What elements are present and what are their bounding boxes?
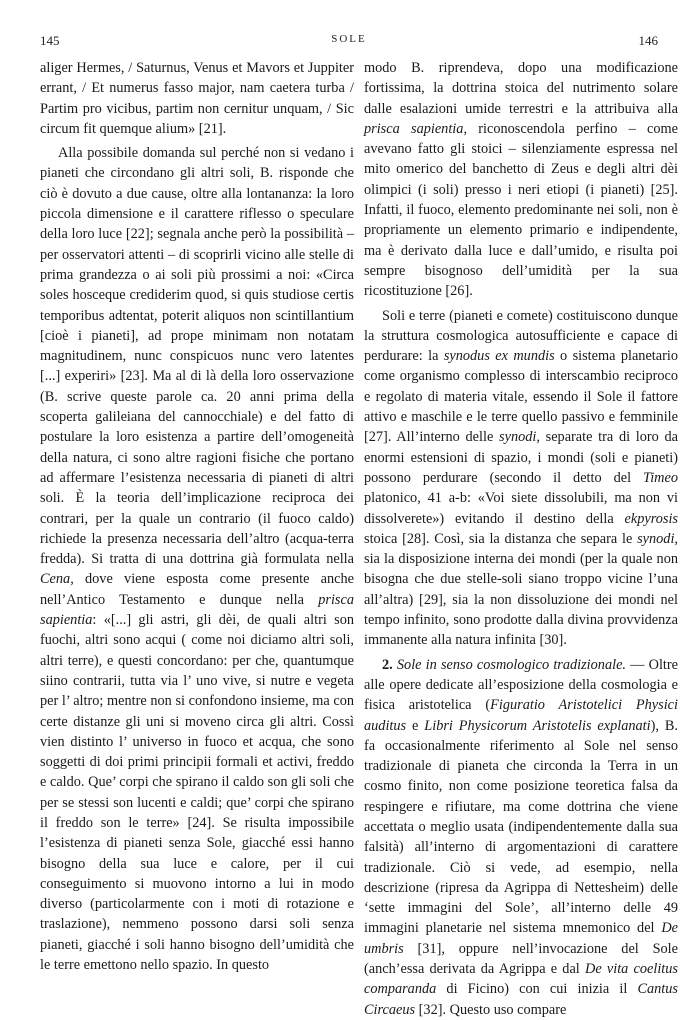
italic-text: De umbris	[364, 920, 678, 957]
italic-text: Sole in senso cosmologico tradizionale.	[396, 656, 626, 673]
page-number-right: 146	[638, 33, 658, 48]
text-run: platonico, 41 a-b: «Voi siete dissolubili, ma non vi dissolverete») evitando il destino della	[364, 490, 678, 527]
italic-text: Cena	[40, 571, 71, 588]
text-run: [31], oppure nell’invocazione del Sole (anch’essa derivata da Agrippa e dal	[364, 940, 678, 978]
page-number-left: 145	[40, 33, 60, 48]
text-run: stoica [28]. Così, sia la distanza che separa le	[364, 530, 638, 547]
text-run: , separate tra di loro da enormi estensioni di spazio, i mondi (soli e pianeti) possono perdurare (secondo il detto del	[364, 429, 679, 486]
text-run: di Ficino) con cui inizia il	[436, 981, 638, 998]
italic-text: synodi	[637, 530, 675, 547]
text-run: [32]. Questo uso compare	[415, 1001, 567, 1018]
italic-text: synodi	[499, 429, 537, 446]
text-run: — Oltre alle opere dedicate all’esposizione della cosmologia e fisica aristotelica (	[364, 656, 678, 714]
italic-text: Figuratio Aristotelici Physici auditus	[364, 697, 678, 734]
paragraph	[40, 58, 354, 139]
text-run: , sia la disposizione interna dei mondi (per la quale non bisogna che due stelle-soli siano troppo vicine l’una all’altra) [29], sia la non dissoluzione dei mondi nel tempo infinito, sono prodotte dalla divina provvidenza immanente alla natura infinita [30].	[364, 530, 678, 649]
section-paragraph	[364, 655, 678, 1020]
text-run: Soli e terre (pianeti e comete) costituiscono dunque la struttura cosmologica autosufficiente e capace di perdurare: la	[364, 307, 678, 365]
text-run: , riconoscendola perfino – come avevano fatto gli stoici – silenziamente espressa nel mito omerico del banchetto di Zeus e degli altri dèi olimpici (i soli) presso i neri etiopi (i pianeti) [25]. Infatti, il fuoco, elemento predominante nei soli, non è propriamente un elemento primario e indipendente, ma è derivato dalla luce e dall’umido, e risulta poi sempre bisognoso dell’umidità per la sua ricostituzione [26].	[364, 120, 678, 300]
paragraph	[40, 143, 354, 975]
text-run: o sistema planetario come organismo complesso di interscambio reciproco e regolato di materia vitale, essendo il Sole il fattore attivo e maschile e le terre quello passivo e femminile [27]. All’interno delle	[364, 348, 678, 446]
text-run: ), B. fa occasionalmente riferimento al Sole nel senso tradizionale di pianeta che circonda la Terra in un cosmo finito, non come posizione teoretica falsa da respingere e rifiutare, ma come dottrina che viene accettata o meglio usata (indipendentemente dalla sua falsità) all’interno di argomentazioni di carattere tradizionale. Ciò si vede, ad esempio, nella descrizione (ripresa da Agrippa di Nettesheim) delle ‘sette immagini del Sole’, all’interno delle 49 immagini planetarie nel sistema mnemonico del	[364, 717, 678, 937]
bold-text: 2.	[382, 656, 397, 673]
running-title: SOLE	[331, 33, 367, 45]
italic-text: Libri Physicorum Aristotelis explanati	[424, 717, 651, 734]
italic-text: synodus ex mundis	[443, 348, 555, 365]
text-run: modo B. riprendeva, dopo una modificazione fortissima, la dottrina stoica del nutrimento solare dalle esalazioni umide terrestri e la attribuiva alla	[364, 60, 678, 117]
running-head	[40, 33, 658, 49]
italic-text: Timeo	[643, 469, 678, 486]
text-run: aliger Hermes, / Saturnus, Venus et Mavors et Juppiter errant, / Et numerus fasso major, nam caetera turba / Partim pro vicibus, partim non cernitur unquam, / Sic circum fit quemque alium» [21].	[40, 60, 354, 137]
text-run: e	[406, 717, 425, 734]
paragraph	[364, 58, 678, 302]
italic-text: prisca sapientia	[40, 591, 354, 629]
paragraph	[364, 306, 678, 651]
italic-text: De vita coelitus comparanda	[364, 961, 678, 998]
italic-text: ekpyrosis	[624, 510, 678, 527]
text-run: : «[...] gli astri, gli dèi, de quali altri son fuochi, altri sono acqui ( come noi diciamo altri soli, altri terre), e questi concordano: per che, quantumque siino contrarii, tutta via l’ uno vive, si nutre e vegeta per l’ altro; mentre non si confondono insieme, ma con certe distanze gli uni si moveno circa gli altri. Cossì vien distinto l’ universo in fuoco et acqua, che sono soggetti di doi primi principii formali et activi, freddo e caldo. Que’ corpi che spirano il caldo son gli soli che per se stessi son lucenti e caldi; que’ corpi che spirano il freddo son le terre» [24]. Se risulta impossibile l’esistenza di pianeti senza Sole, giacché essi hanno bisogno della sua luce e calore, per il cui conseguimento si muovono intorno a lui in modo diverso (particolarmente con i moti di rotazione e traslazione), nemmeno possono darsi soli senza pianeti, giacché i soli hanno bisogno dell’umidità che le terre emettono nello spazio. In questo	[40, 612, 354, 974]
italic-text: Cantus Circaeus	[364, 981, 678, 1018]
right-text-column	[364, 58, 678, 1020]
text-run: Alla possibile domanda sul perché non si vedano i pianeti che circondano gli altri soli, B. risponde che ciò è dovuto a due cause, oltre alla lontananza: la loro piccola dimensione e il carattere riflesso o speculare della loro luce [22]; segnala anche però la possibilità – per osservatori attenti – di scoprirli vicino alle stelle di prima grandezza o ai soli più prossimi a noi: «Circa soles hosceque crediderim quod, si quis studiose certis temporibus adtentat, poterit aliquos non scintillantium [cioè i pianeti], ad prope minimam non notatam magnitudinem, nunc conspicuos nunc vero latentes [...] experiri» [23]. Ma al di là della loro osservazione (B. scrive queste parole ca. 20 anni prima della scoperta galileiana del cannocchiale) e del fatto di postulare la loro esistenza a partire dell’omogeneità della natura, ci sono altre ragioni fisiche che portano ad affermare l’esistenza necessaria di pianeti di altri soli. È la teoria dell’implicazione reciproca dei contrari, per la quale un contrario (il fuoco caldo) richiede la presenza necessaria dell’altro (acqua-terra fredda). Si tratta di una dottrina già formulata nella	[40, 145, 354, 568]
left-text-column	[40, 58, 354, 975]
italic-text: prisca sapientia	[364, 120, 464, 137]
text-run: , dove viene esposta come presente anche nell’Antico Testamento e dunque nella	[40, 571, 354, 608]
